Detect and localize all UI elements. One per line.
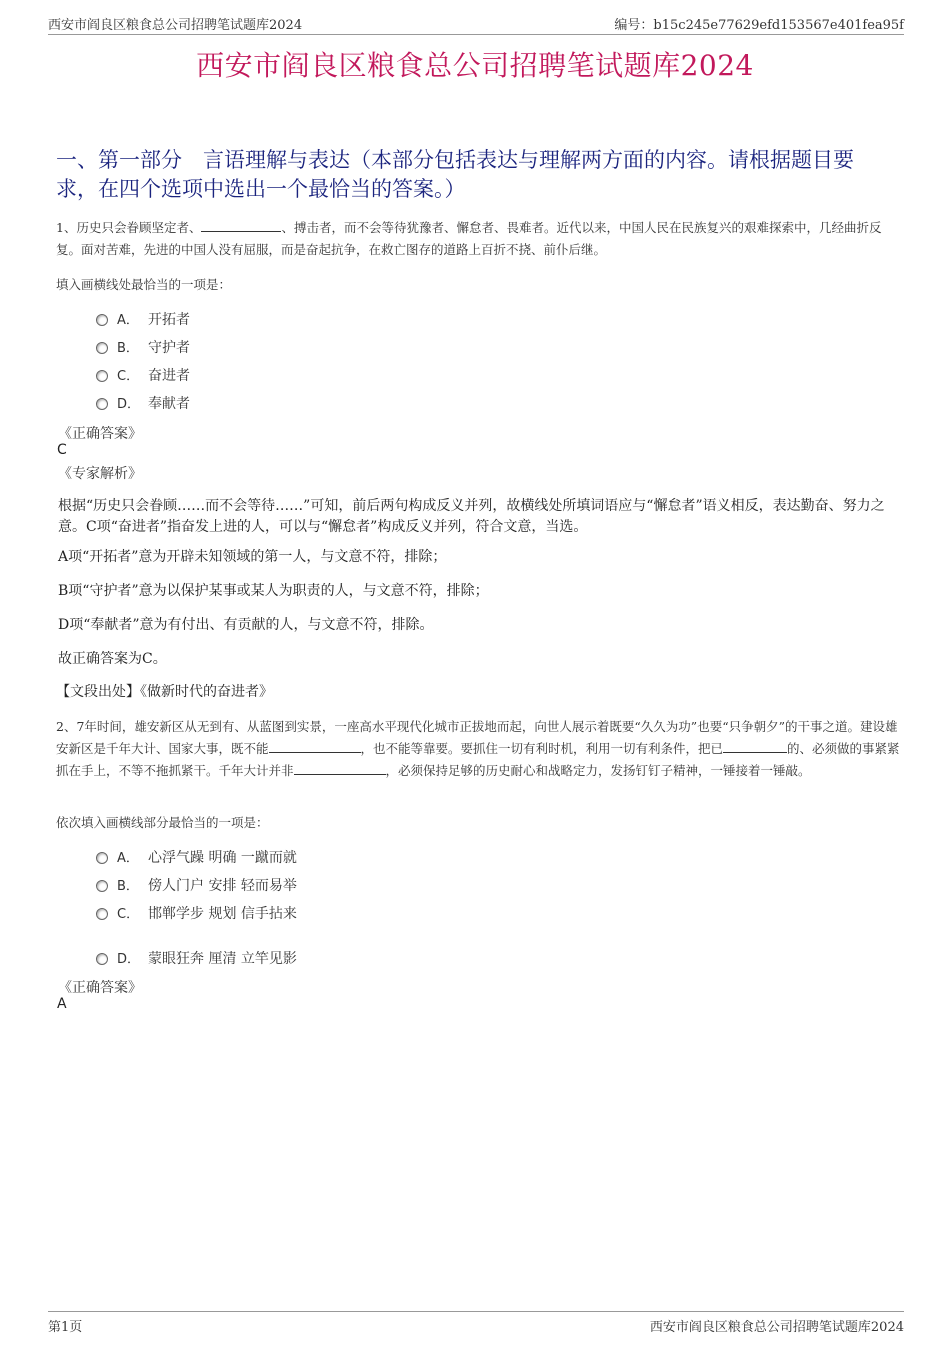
question-2-text-part-b: ，也不能等靠要。要抓住一切有利时机，利用一切有利条件，把已: [360, 741, 724, 756]
option-letter: D．: [117, 397, 141, 412]
question-2-text-part-a: 2、7年时间，雄安新区从无到有、从蓝图到实景，一座高水平现代化城市正拔地而起，向世人展示着既要“久久为功”也要“只争朝夕”的干事之道。建设雄安新区是千年大计、国家大事，既不能: [56, 719, 898, 756]
option-text: 奉献者: [148, 396, 190, 412]
analysis-paragraph: A项“开拓者”意为开辟未知领域的第一人，与文意不符，排除；: [58, 549, 447, 565]
footer-doc-name: 西安市阎良区粮食总公司招聘笔试题库2024: [649, 1320, 904, 1335]
analysis-paragraph: B项“守护者”意为以保护某事或某人为职责的人，与文意不符，排除；: [58, 583, 489, 599]
option-text: 傍人门户 安排 轻而易举: [148, 878, 297, 894]
question-1-text: [56, 217, 902, 261]
blank-line: [201, 217, 281, 232]
option-letter: B．: [117, 879, 139, 894]
question-2-text: [56, 716, 902, 782]
option-letter: C．: [117, 907, 140, 922]
radio-button-icon[interactable]: [96, 953, 108, 965]
question-1-answer: C: [57, 442, 67, 458]
analysis-conclusion: 故正确答案为C。: [58, 651, 167, 667]
analysis-paragraph: D项“奉献者”意为有付出、有贡献的人，与文意不符，排除。: [58, 617, 434, 633]
question-1-answer-label: 《正确答案》: [58, 426, 142, 442]
option-letter: A．: [117, 851, 139, 866]
question-2-prompt: 依次填入画横线部分最恰当的一项是：: [56, 815, 269, 830]
section-title: 一、第一部分 言语理解与表达（本部分包括表达与理解两方面的内容。请根据题目要求，在四个选项中选出一个最恰当的答案。）: [56, 148, 854, 201]
radio-button-icon[interactable]: [96, 852, 108, 864]
option-text: 心浮气躁 明确 一蹴而就: [148, 850, 297, 866]
option-letter: B．: [117, 341, 139, 356]
option-letter: C．: [117, 369, 140, 384]
header-doc-name: 西安市阎良区粮食总公司招聘笔试题库2024: [48, 18, 303, 33]
question-1-prompt: 填入画横线处最恰当的一项是：: [56, 277, 232, 292]
question-2-text-part-d: ，必须保持足够的历史耐心和战略定力，发扬钉钉子精神，一锤接着一锤敲。: [385, 763, 811, 778]
option-text: 守护者: [148, 340, 190, 356]
analysis-source: 【文段出处】《做新时代的奋进者》: [56, 684, 273, 700]
blank-line: [269, 738, 361, 753]
radio-button-icon[interactable]: [96, 880, 108, 892]
radio-button-icon[interactable]: [96, 342, 108, 354]
page-header: [48, 12, 904, 35]
analysis-paragraph: 根据“历史只会眷顾……而不会等待……”可知，前后两句构成反义并列，故横线处所填词语应与“懈怠者”语义相反，表达勤奋、努力之意。C项“奋进者”指奋发上进的人，可以与“懈怠者”构成反义并列，符合文意，当选。: [58, 498, 885, 535]
option-text: 开拓者: [148, 312, 190, 328]
blank-line: [723, 738, 787, 753]
page-number: 第1页: [48, 1320, 83, 1335]
option-text: 蒙眼狂奔 厘清 立竿见影: [148, 951, 297, 967]
question-1-text-part-a: 1、历史只会眷顾坚定者、: [56, 220, 202, 235]
option-letter: A．: [117, 313, 139, 328]
document-title: 西安市阎良区粮食总公司招聘笔试题库2024: [196, 49, 754, 82]
option-text: 奋进者: [148, 368, 190, 384]
question-1-text-part-b: 、搏击者，而不会等待犹豫者、懈怠者、畏难者。近代以来，中国人民在民族复兴的艰难探索中，几经曲折反复。面对苦难，先进的中国人没有屈服，而是奋起抗争，在救亡图存的道路上百折不挠、前仆后继。: [56, 220, 882, 257]
radio-button-icon[interactable]: [96, 370, 108, 382]
radio-button-icon[interactable]: [96, 908, 108, 920]
question-2-text-part-c: 的、必须做的事紧紧抓在手上，不等不拖抓紧干。千年大计并非: [56, 741, 900, 778]
option-letter: D．: [117, 952, 141, 967]
question-2-answer: A: [57, 996, 67, 1012]
blank-line: [294, 760, 386, 775]
radio-button-icon[interactable]: [96, 314, 108, 326]
radio-button-icon[interactable]: [96, 398, 108, 410]
header-doc-id: 编号：b15c245e77629efd153567e401fea95f: [614, 18, 904, 33]
option-text: 邯郸学步 规划 信手拈来: [148, 906, 297, 922]
question-2-answer-label: 《正确答案》: [58, 980, 142, 996]
question-1-analysis-label: 《专家解析》: [58, 466, 142, 482]
page-footer: [48, 1311, 904, 1336]
